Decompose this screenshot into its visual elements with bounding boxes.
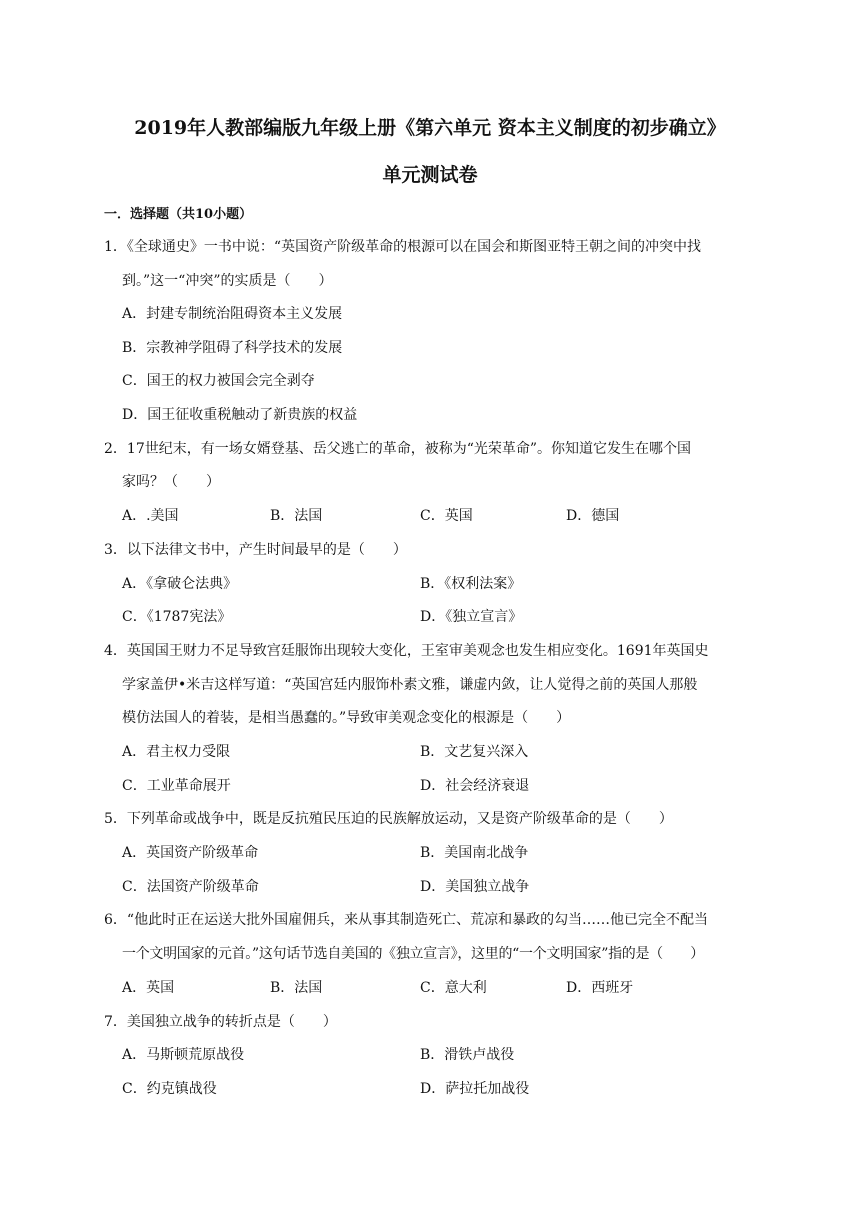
question-4-option-c: C．工业革命展开 — [122, 778, 231, 794]
question-2-option-c: C．英国 — [420, 508, 473, 524]
question-7-option-c: C．约克镇战役 — [122, 1081, 217, 1097]
question-5-option-b: B．美国南北战争 — [420, 845, 529, 861]
question-6-option-d: D．西班牙 — [566, 980, 634, 996]
question-7-option-a: A．马斯顿荒原战役 — [122, 1047, 245, 1063]
question-6-option-a: A．英国 — [122, 980, 175, 996]
question-6-option-c: C．意大利 — [420, 980, 487, 996]
exam-title-line-1: 2019年人教部编版九年级上册《第六单元 资本主义制度的初步确立》 — [134, 117, 726, 139]
question-3-line-1: 3．以下法律文书中，产生时间最早的是（ ） — [104, 542, 407, 558]
question-1-line-1: 1．《全球通史》一书中说：“英国资产阶级革命的根源可以在国会和斯图亚特王朝之间的冲突中找 — [104, 239, 702, 255]
question-1-option-c: C．国王的权力被国会完全剥夺 — [122, 373, 315, 389]
section-heading: 一．选择题（共10小题） — [104, 207, 253, 222]
question-5-option-d: D．美国独立战争 — [420, 879, 530, 895]
question-3-option-a: A．《拿破仑法典》 — [122, 576, 238, 592]
question-2-option-a: A．.美国 — [122, 508, 179, 524]
question-4-option-a: A．君主权力受限 — [122, 744, 231, 760]
question-4-option-b: B．文艺复兴深入 — [420, 744, 529, 760]
question-4-line-1: 4．英国国王财力不足导致宫廷服饰出现较大变化，王室审美观念也发生相应变化。1691年英国史 — [104, 643, 709, 659]
question-1-line-2: 到。”这一“冲突”的实质是（ ） — [122, 273, 333, 289]
question-3-option-d: D．《独立宣言》 — [420, 609, 523, 625]
question-6-line-1: 6．“他此时正在运送大批外国雇佣兵，来从事其制造死亡、荒凉和暴政的勾当……他已完全不配当 — [104, 912, 709, 928]
question-3-option-c: C．《1787宪法》 — [122, 609, 232, 625]
question-2-option-d: D．德国 — [566, 508, 620, 524]
question-7-option-b: B．滑铁卢战役 — [420, 1047, 515, 1063]
question-2-line-2: 家吗？（ ） — [122, 474, 220, 490]
question-1-option-a: A．封建专制统治阻碍资本主义发展 — [122, 306, 343, 322]
question-6-line-2: 一个文明国家的元首。”这句话节选自美国的《独立宣言》，这里的“一个文明国家”指的是（ ） — [122, 946, 704, 962]
question-7-line-1: 7．美国独立战争的转折点是（ ） — [104, 1014, 337, 1030]
question-7-option-d: D．萨拉托加战役 — [420, 1081, 530, 1097]
question-2-line-1: 2．17世纪末，有一场女婿登基、岳父逃亡的革命，被称为“光荣革命”。你知道它发生在哪个国 — [104, 441, 692, 457]
question-4-line-3: 模仿法国人的着装，是相当愚蠢的。”导致审美观念变化的根源是（ ） — [122, 710, 571, 726]
question-4-option-d: D．社会经济衰退 — [420, 778, 530, 794]
exam-title-line-2: 单元测试卷 — [382, 164, 478, 186]
question-2-option-b: B．法国 — [270, 508, 323, 524]
question-6-option-b: B．法国 — [270, 980, 323, 996]
question-4-line-2: 学家盖伊•米吉这样写道：“英国宫廷内服饰朴素文雅，谦虚内敛，让人觉得之前的英国人那般 — [122, 677, 698, 693]
question-3-option-b: B．《权利法案》 — [420, 576, 522, 592]
question-5-option-a: A．英国资产阶级革命 — [122, 845, 259, 861]
question-1-option-b: B．宗教神学阻碍了科学技术的发展 — [122, 340, 343, 356]
question-1-option-d: D．国王征收重税触动了新贵族的权益 — [122, 407, 358, 423]
question-5-line-1: 5．下列革命或战争中，既是反抗殖民压迫的民族解放运动，又是资产阶级革命的是（ ） — [104, 811, 673, 827]
question-5-option-c: C．法国资产阶级革命 — [122, 879, 259, 895]
